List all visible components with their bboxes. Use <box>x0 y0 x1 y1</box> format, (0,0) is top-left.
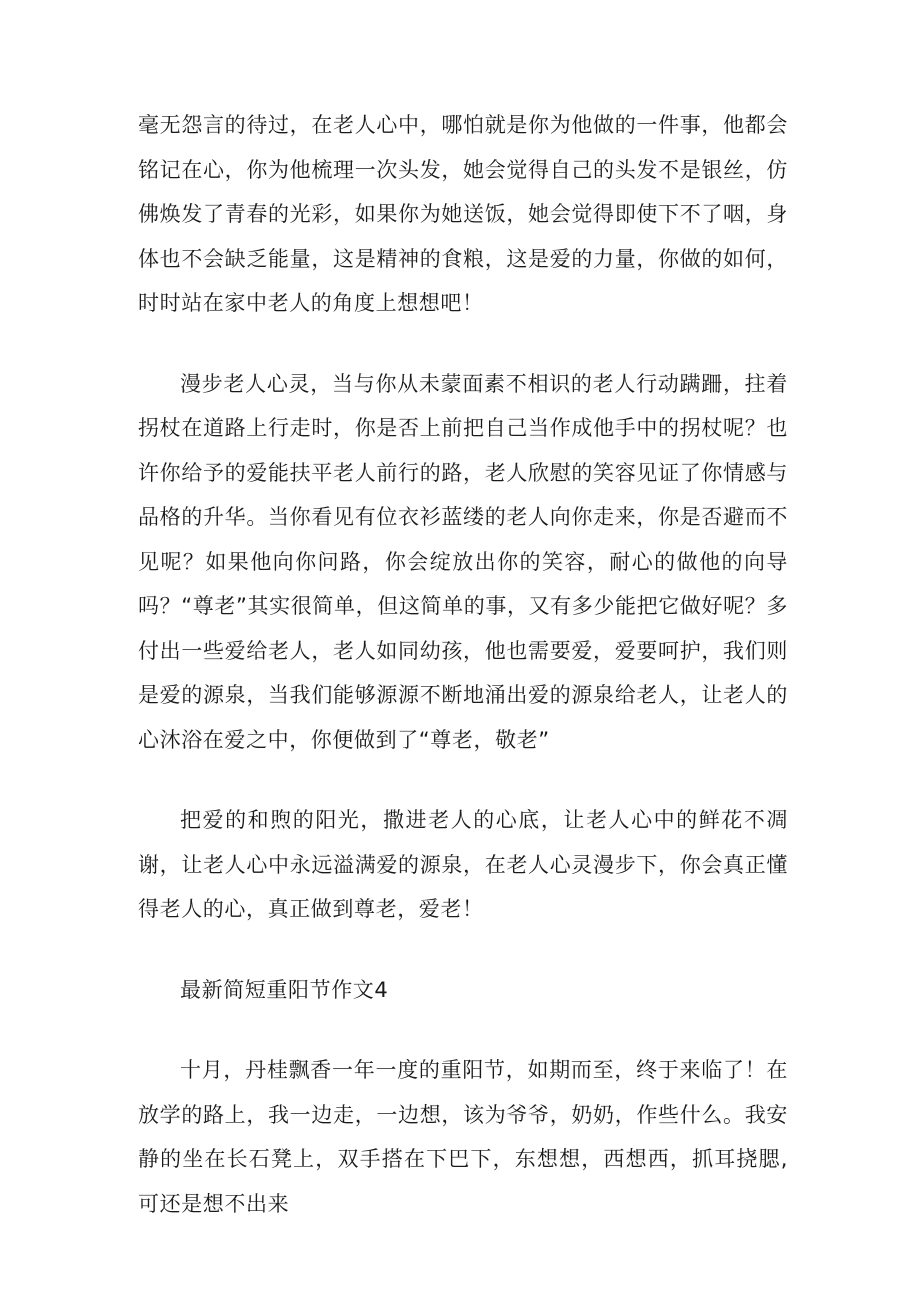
paragraph-2: 漫步老人心灵，当与你从未蒙面素不相识的老人行动蹒跚，拄着拐杖在道路上行走时，你是否上前把自己当作成他手中的拐杖呢？也许你给予的爱能扶平老人前行的路，老人欣慰的笑容见证了你情感与品格的升华。当你看见有位衣衫蓝缕的老人向你走来，你是否避而不见呢？如果他向你问路，你会绽放出你的笑容，耐心的做他的向导吗？“尊老”其实很简单，但这简单的事，又有多少能把它做好呢？多付出一些爱给老人，老人如同幼孩，他也需要爱，爱要呵护，我们则是爱的源泉，当我们能够源源不断地涌出爱的源泉给老人，让老人的心沐浴在爱之中，你便做到了“尊老，敬老” <box>138 371 788 752</box>
section-heading: 最新简短重阳节作文4 <box>180 977 389 1002</box>
document-body <box>138 103 788 1262</box>
paragraph-1: 毫无怨言的待过，在老人心中，哪怕就是你为他做的一件事，他都会铭记在心，你为他梳理一次头发，她会觉得自己的头发不是银丝，仿佛焕发了青春的光彩，如果你为她送饭，她会觉得即使下不了咽，身体也不会缺乏能量，这是精神的食粮，这是爱的力量，你做的如何，时时站在家中老人的角度上想想吧！ <box>138 113 788 315</box>
paragraph-3: 把爱的和煦的阳光，撒进老人的心底，让老人心中的鲜花不凋谢，让老人心中永远溢满爱的源泉，在老人心灵漫步下，你会真正懂得老人的心，真正做到尊老，爱老！ <box>138 808 788 921</box>
section-paragraph: 十月，丹桂飘香一年一度的重阳节，如期而至，终于来临了！在放学的路上，我一边走，一边想，该为爷爷，奶奶，作些什么。我安静的坐在长石凳上，双手搭在下巴下，东想想，西想西，抓耳挠腮,可还是想不出来 <box>138 1058 788 1216</box>
